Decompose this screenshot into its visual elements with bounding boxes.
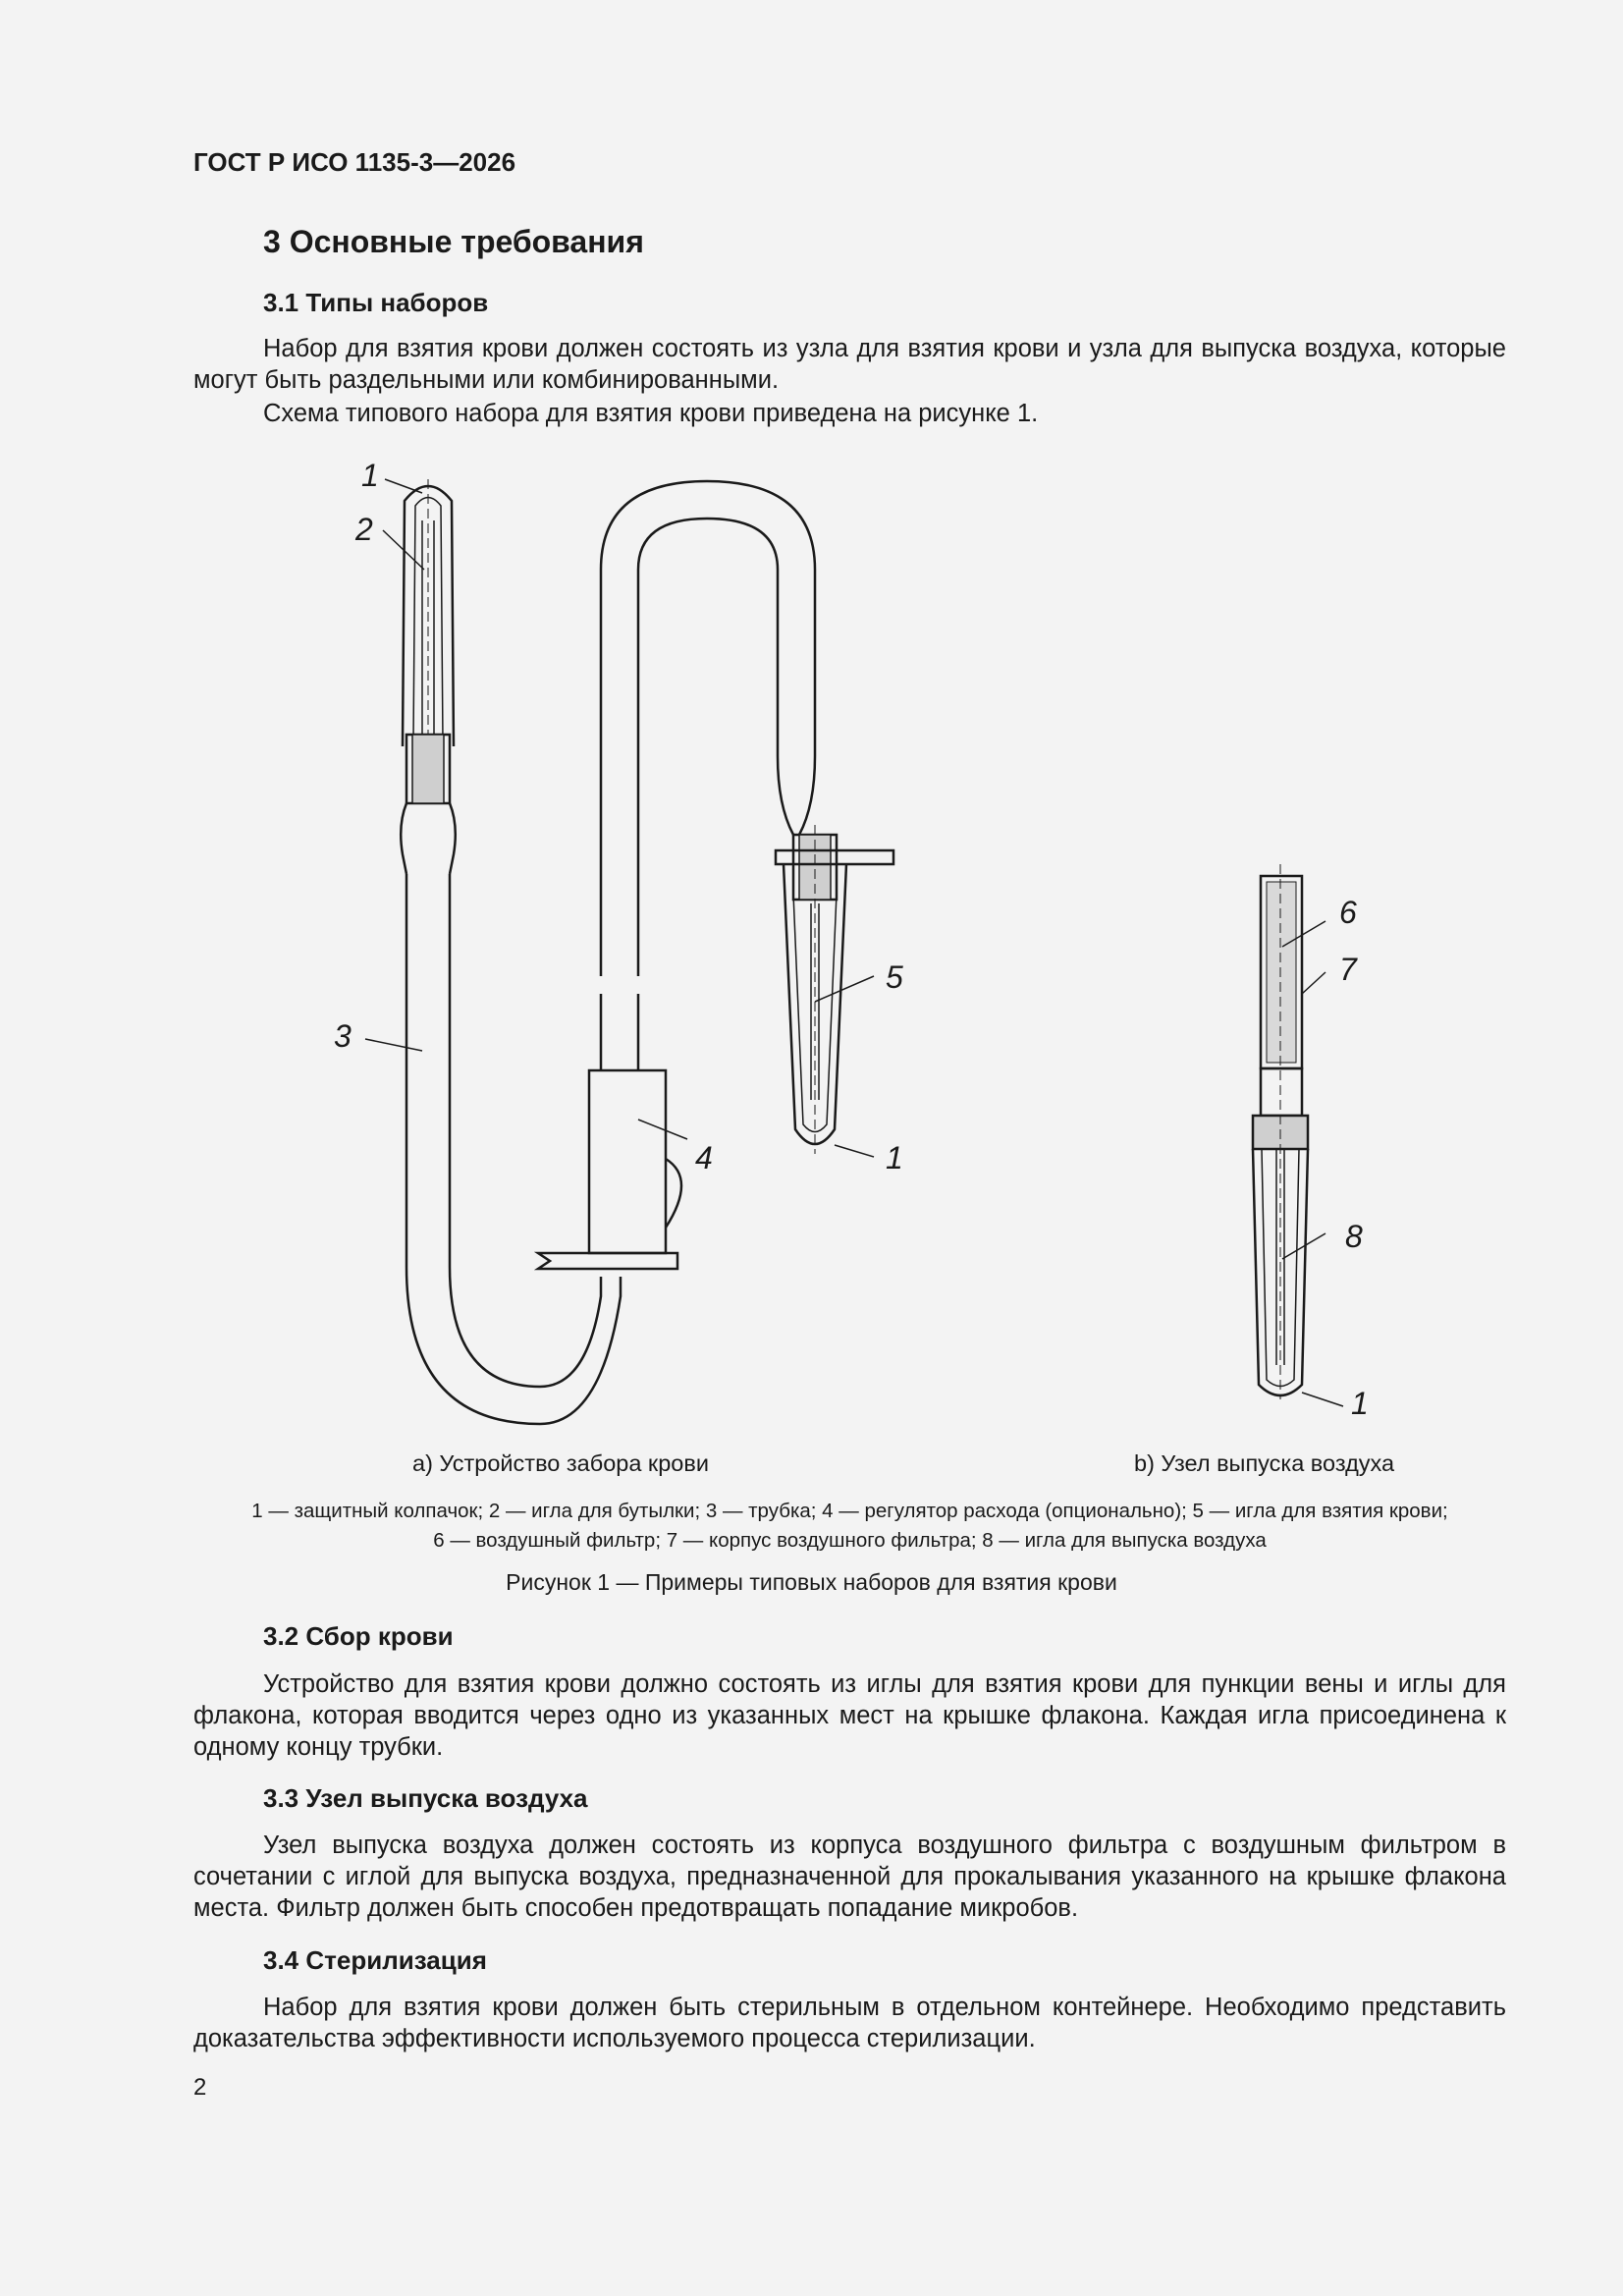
paragraph-3-2	[193, 1668, 1506, 1763]
callout-5-blood-needle: 5	[886, 959, 903, 995]
callout-2-bottle-needle: 2	[355, 512, 373, 547]
subsection-3-1-title: 3.1 Типы наборов	[263, 288, 489, 317]
paragraph-3-1-figure-ref: Схема типового набора для взятия крови приведена на рисунке 1.	[263, 400, 1039, 427]
paragraph-text: Набор для взятия крови должен быть стерильным в отдельном контейнере. Необходимо представить доказательства эффективности используемого процесса стерилизации.	[193, 1994, 1506, 2052]
paragraph-3-3	[193, 1830, 1506, 1924]
flow-regulator	[589, 1070, 666, 1253]
legend-line-1: 1 — защитный колпачок; 2 — игла для бутылки; 3 — трубка; 4 — регулятор расхода (опционально); 5 — игла для взятия крови;	[251, 1500, 1448, 1522]
callout-6-air-filter: 6	[1339, 895, 1357, 930]
figure-sub-caption-b: b) Узел выпуска воздуха	[1134, 1450, 1395, 1476]
paragraph-text: Набор для взятия крови должен состоять из узла для взятия крови и узла для выпуска воздуха, которые могут быть раздельными или комбинированными.	[193, 335, 1506, 394]
callout-3-tube: 3	[334, 1018, 352, 1054]
figure-sub-caption-a: a) Устройство забора крови	[412, 1450, 709, 1476]
callout-1-cap: 1	[361, 458, 379, 493]
figure-legend	[193, 1497, 1506, 1556]
document-header: ГОСТ Р ИСО 1135-3—2026	[193, 147, 516, 177]
paragraph-text: Узел выпуска воздуха должен состоять из корпуса воздушного фильтра с воздушным фильтром в сочетании с иглой для выпуска воздуха, предназначенной для прокалывания указанного на крышке флакона места. Фильтр должен быть способен предотвращать попадание микробов.	[193, 1831, 1506, 1922]
paragraph-text: Устройство для взятия крови должно состоять из иглы для взятия крови для пункции вены и иглы для флакона, которая вводится через одно из указанных мест на крышке флакона. Каждая игла присоединена к одному концу трубки.	[193, 1670, 1506, 1761]
callout-8-air-needle: 8	[1345, 1219, 1363, 1254]
legend-line-2: 6 — воздушный фильтр; 7 — корпус воздушного фильтра; 8 — игла для выпуска воздуха	[433, 1529, 1267, 1552]
callout-1-cap-air: 1	[1351, 1386, 1369, 1421]
callout-1-cap-right: 1	[886, 1140, 903, 1175]
callout-7-filter-housing: 7	[1339, 952, 1357, 987]
callout-4-flow-regulator: 4	[695, 1140, 713, 1175]
page-number: 2	[193, 2074, 207, 2101]
figure-title: Рисунок 1 — Примеры типовых наборов для взятия крови	[506, 1569, 1117, 1595]
subsection-3-4-title: 3.4 Стерилизация	[263, 1945, 487, 1975]
section-title: 3 Основные требования	[263, 224, 644, 259]
subsection-3-3-title: 3.3 Узел выпуска воздуха	[263, 1783, 588, 1813]
subsection-3-2-title: 3.2 Сбор крови	[263, 1621, 454, 1651]
paragraph-3-4	[193, 1992, 1506, 2054]
